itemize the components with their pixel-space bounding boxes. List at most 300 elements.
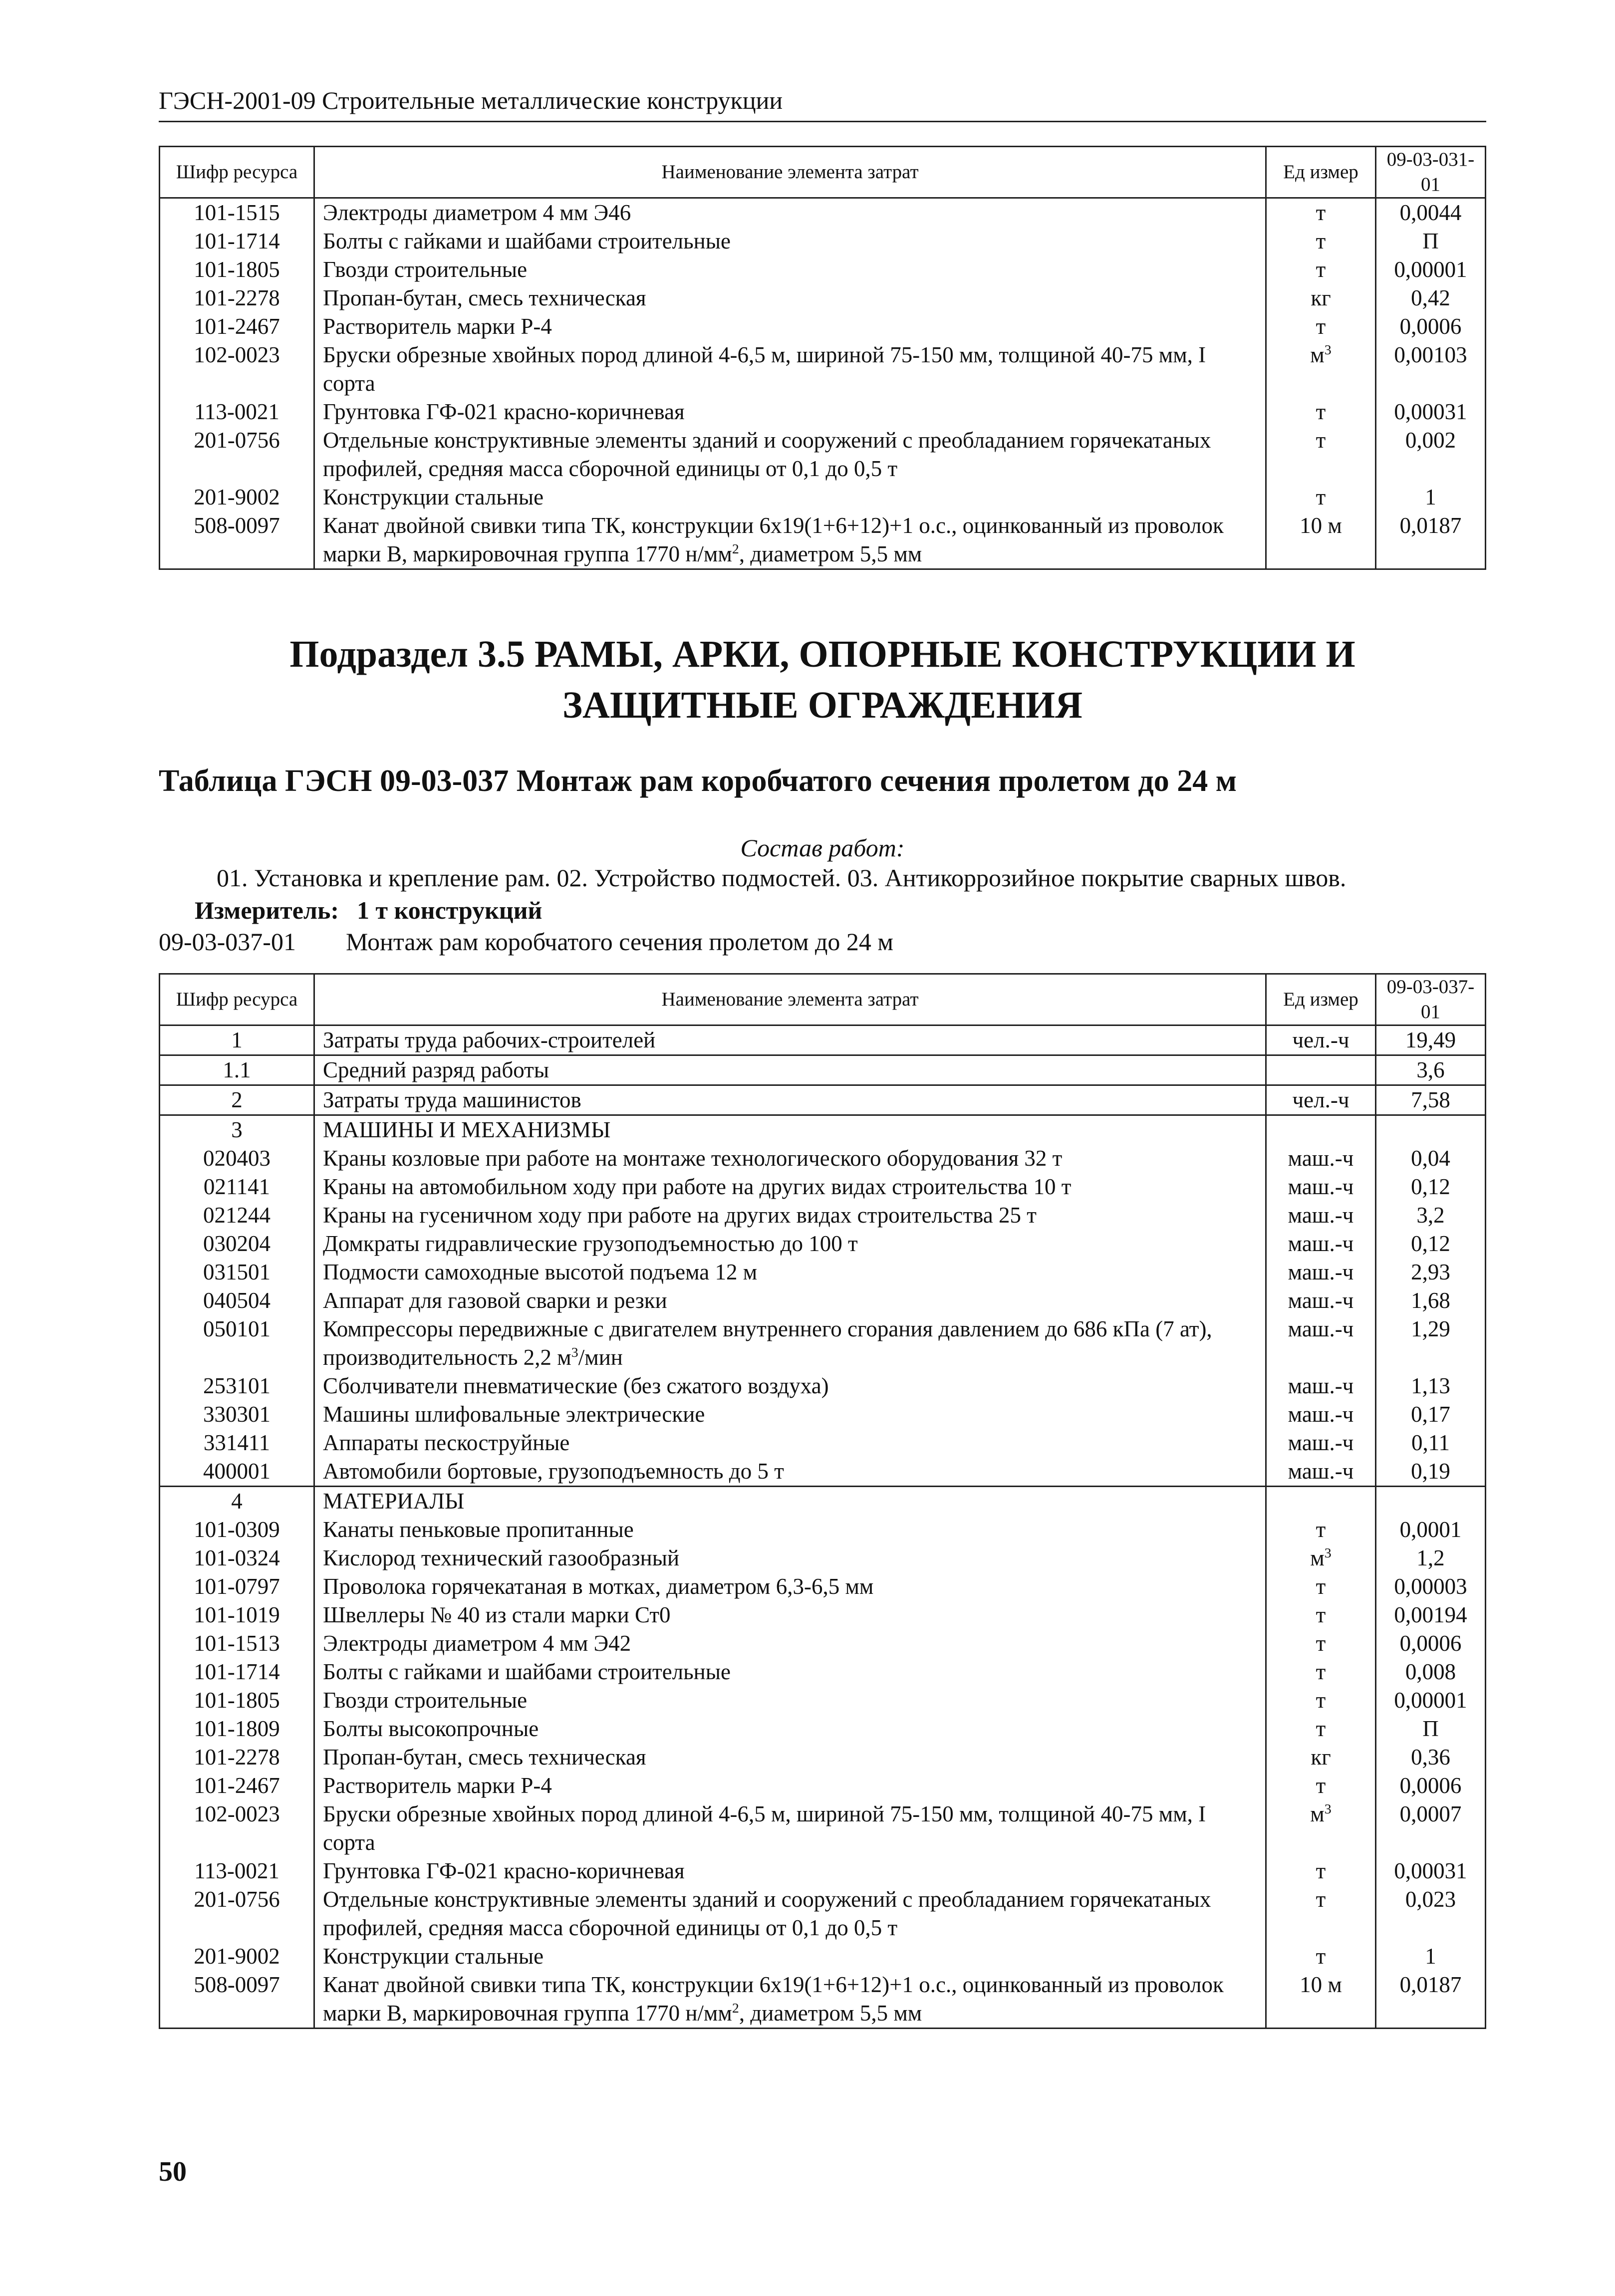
resource-code: 101-2467: [160, 312, 314, 341]
table-title: Таблица ГЭСН 09-03-037 Монтаж рам коробчатого сечения пролетом до 24 м: [159, 764, 1237, 798]
resource-name-text: Краны на гусеничном ходу при работе на других видах строительства 25 т: [323, 1203, 1037, 1228]
column-header-norm: 09-03-031-01: [1376, 147, 1486, 198]
unit-text: 10 м: [1300, 1972, 1342, 1997]
unit-cell: [1266, 1258, 1376, 1286]
resource-name: [314, 227, 1266, 255]
table-row: [160, 1055, 1486, 1085]
norm-value: 3,2: [1376, 1201, 1486, 1230]
unit-cell: [1266, 1487, 1376, 1516]
table-row: [160, 1743, 1486, 1772]
resource-name: [314, 1429, 1266, 1457]
resource-name: [314, 312, 1266, 341]
section-row: [160, 1115, 1486, 1145]
resource-name-text: Средний разряд работы: [323, 1057, 549, 1082]
table-row: [160, 1230, 1486, 1258]
unit-cell: [1266, 1230, 1376, 1258]
resource-code: 101-1513: [160, 1629, 314, 1658]
unit-cell: [1266, 1743, 1376, 1772]
resource-name: [314, 398, 1266, 426]
column-header-unit: Ед измер: [1266, 147, 1376, 198]
table-row: [160, 398, 1486, 426]
unit-text: т: [1316, 229, 1326, 254]
unit-cell: [1266, 1173, 1376, 1201]
resource-code: 101-2467: [160, 1772, 314, 1800]
norm-value: 2,93: [1376, 1258, 1486, 1286]
resource-name-text: МАТЕРИАЛЫ: [323, 1489, 465, 1514]
resource-code: 020403: [160, 1144, 314, 1173]
table-row: [160, 1857, 1486, 1885]
unit-text: чел.-ч: [1292, 1027, 1349, 1052]
resource-name: [314, 1572, 1266, 1601]
resource-name: [314, 1230, 1266, 1258]
unit-text: м: [1310, 1801, 1325, 1826]
table-header-row: [160, 974, 1486, 1025]
unit-cell: [1266, 1942, 1376, 1971]
resource-code: 101-1019: [160, 1601, 314, 1629]
norm-value: 0,00003: [1376, 1572, 1486, 1601]
norm-value: 0,12: [1376, 1173, 1486, 1201]
resource-code: 101-2278: [160, 284, 314, 312]
unit-cell: [1266, 511, 1376, 569]
resource-name: [314, 1885, 1266, 1942]
resource-name: [314, 1658, 1266, 1686]
norm-value: 0,002: [1376, 426, 1486, 483]
work-composition-text: 01. Установка и крепление рам. 02. Устройство подмостей. 03. Антикоррозийное покрытие сварных швов.: [217, 864, 1346, 892]
unit-text: маш.-ч: [1288, 1288, 1354, 1313]
table-row: [160, 1800, 1486, 1857]
resource-name-text: Машины шлифовальные электрические: [323, 1402, 705, 1427]
norm-value: 1: [1376, 1942, 1486, 1971]
unit-text: маш.-ч: [1288, 1373, 1354, 1398]
norm-value: 0,0007: [1376, 1800, 1486, 1857]
norm-value: 1,13: [1376, 1372, 1486, 1400]
page-number: 50: [159, 2156, 187, 2187]
resource-code: 101-1714: [160, 1658, 314, 1686]
unit-cell: [1266, 426, 1376, 483]
unit-text: т: [1316, 1773, 1326, 1798]
resource-code: 1: [160, 1025, 314, 1055]
unit-text: т: [1316, 1602, 1326, 1627]
resource-name-text: Отдельные конструктивные элементы зданий и сооружений с преобладанием горячекатаных профилей, средняя масса сборочной единицы от 0,1 до 0,5 т: [323, 428, 1211, 481]
superscript: 2: [732, 2001, 739, 2016]
table-header-row: [160, 147, 1486, 198]
table-row: [160, 1201, 1486, 1230]
table-row: [160, 1429, 1486, 1457]
resource-name: [314, 1743, 1266, 1772]
norm-value: 0,00103: [1376, 341, 1486, 398]
resource-name-text: Грунтовка ГФ-021 красно-коричневая: [323, 399, 685, 424]
resource-code: 113-0021: [160, 398, 314, 426]
unit-cell: [1266, 1629, 1376, 1658]
unit-cell: [1266, 1315, 1376, 1372]
resource-table-031: [159, 146, 1486, 570]
resource-table-037: [159, 973, 1486, 2029]
unit-text: маш.-ч: [1288, 1203, 1354, 1228]
resource-code: 3: [160, 1115, 314, 1145]
norm-value: 1: [1376, 483, 1486, 511]
norm-value: 0,12: [1376, 1230, 1486, 1258]
resource-code: 101-1515: [160, 198, 314, 228]
norm-value: 7,58: [1376, 1085, 1486, 1115]
norm-value: 0,0001: [1376, 1516, 1486, 1544]
resource-name-text: Аппараты пескоструйные: [323, 1430, 570, 1455]
unit-text: м: [1310, 1545, 1325, 1570]
unit-text: т: [1316, 1574, 1326, 1599]
table-row: [160, 1601, 1486, 1629]
resource-code: 102-0023: [160, 341, 314, 398]
resource-code: 031501: [160, 1258, 314, 1286]
measure-value: 1 т конструкций: [357, 896, 542, 924]
unit-text: т: [1316, 1631, 1326, 1656]
unit-text: т: [1316, 1517, 1326, 1542]
resource-name-text: Конструкции стальные: [323, 1944, 544, 1969]
resource-code: 101-0797: [160, 1572, 314, 1601]
section-row: [160, 1487, 1486, 1516]
unit-text: т: [1316, 428, 1326, 453]
unit-text: маш.-ч: [1288, 1231, 1354, 1256]
table-row: [160, 1772, 1486, 1800]
resource-name-text: Конструкции стальные: [323, 485, 544, 510]
resource-name: [314, 1025, 1266, 1055]
resource-code: 101-1809: [160, 1715, 314, 1743]
resource-name-text: Гвозди строительные: [323, 257, 528, 282]
table-row: [160, 312, 1486, 341]
resource-code: 021141: [160, 1173, 314, 1201]
unit-cell: [1266, 227, 1376, 255]
resource-code: 101-0324: [160, 1544, 314, 1572]
norm-value: 0,19: [1376, 1457, 1486, 1487]
column-header-name: Наименование элемента затрат: [314, 974, 1266, 1025]
resource-name-text: Проволока горячекатаная в мотках, диаметром 6,3-6,5 мм: [323, 1574, 874, 1599]
norm-value: [1376, 1115, 1486, 1145]
resource-name: [314, 1315, 1266, 1372]
resource-name-text: Болты высокопрочные: [323, 1716, 539, 1741]
norm-value: 0,0044: [1376, 198, 1486, 228]
unit-text: маш.-ч: [1288, 1146, 1354, 1171]
norm-value: [1376, 1487, 1486, 1516]
unit-cell: [1266, 1144, 1376, 1173]
unit-text: кг: [1311, 1745, 1331, 1770]
subsection-heading-line: Подраздел 3.5 РАМЫ, АРКИ, ОПОРНЫЕ КОНСТРУКЦИИ И: [289, 633, 1355, 675]
resource-code: 101-2278: [160, 1743, 314, 1772]
resource-name: [314, 1516, 1266, 1544]
resource-code: 101-1714: [160, 227, 314, 255]
resource-name-text: Бруски обрезные хвойных пород длиной 4-6,5 м, шириной 75-150 мм, толщиной 40-75 мм, I сорта: [323, 1801, 1206, 1855]
resource-name: [314, 1400, 1266, 1429]
resource-name: [314, 198, 1266, 228]
norm-value: 0,023: [1376, 1885, 1486, 1942]
unit-text: т: [1316, 1858, 1326, 1883]
table-row: [160, 1658, 1486, 1686]
table-row: [160, 1173, 1486, 1201]
resource-code: 1.1: [160, 1055, 314, 1085]
superscript: 3: [1324, 1801, 1332, 1817]
resource-code: 113-0021: [160, 1857, 314, 1885]
resource-code: 508-0097: [160, 1971, 314, 2029]
norm-code: 09-03-037-01: [159, 928, 296, 956]
superscript: 3: [1324, 342, 1332, 358]
resource-name: [314, 1601, 1266, 1629]
resource-name-text: Краны козловые при работе на монтаже технологического оборудования 32 т: [323, 1146, 1063, 1171]
unit-text: т: [1316, 200, 1326, 225]
resource-name-text: Болты с гайками и шайбами строительные: [323, 229, 731, 254]
unit-cell: [1266, 1025, 1376, 1055]
resource-code: 253101: [160, 1372, 314, 1400]
unit-cell: [1266, 1372, 1376, 1400]
norm-value: 0,0006: [1376, 1772, 1486, 1800]
resource-name: [314, 1857, 1266, 1885]
norm-value: 3,6: [1376, 1055, 1486, 1085]
resource-code: 101-1805: [160, 255, 314, 284]
resource-name-text: Электроды диаметром 4 мм Э46: [323, 200, 631, 225]
unit-text: маш.-ч: [1288, 1402, 1354, 1427]
norm-value: 0,04: [1376, 1144, 1486, 1173]
resource-name-text: Пропан-бутан, смесь техническая: [323, 1745, 646, 1770]
resource-code: 201-9002: [160, 1942, 314, 1971]
resource-name-text: Кислород технический газообразный: [323, 1545, 680, 1570]
norm-value: 0,11: [1376, 1429, 1486, 1457]
resource-name: [314, 1715, 1266, 1743]
unit-cell: [1266, 1601, 1376, 1629]
resource-name-text: Автомобили бортовые, грузоподъемность до 5 т: [323, 1459, 784, 1484]
column-header-norm: 09-03-037-01: [1376, 974, 1486, 1025]
resource-name: [314, 1173, 1266, 1201]
unit-cell: [1266, 1400, 1376, 1429]
table-row: [160, 1372, 1486, 1400]
resource-name: [314, 255, 1266, 284]
superscript: 3: [571, 1345, 578, 1360]
unit-text: т: [1316, 1944, 1326, 1969]
table-row: [160, 1544, 1486, 1572]
resource-name-text: Швеллеры № 40 из стали марки Ст0: [323, 1602, 671, 1627]
column-header-name: Наименование элемента затрат: [314, 147, 1266, 198]
norm-value: 0,00001: [1376, 255, 1486, 284]
resource-code: 330301: [160, 1400, 314, 1429]
unit-cell: [1266, 198, 1376, 228]
resource-name-text: Бруски обрезные хвойных пород длиной 4-6,5 м, шириной 75-150 мм, толщиной 40-75 мм, I сорта: [323, 342, 1206, 396]
unit-text: т: [1316, 485, 1326, 510]
table-row: [160, 1144, 1486, 1173]
resource-name: [314, 1258, 1266, 1286]
resource-name: [314, 1286, 1266, 1315]
resource-name-text: Электроды диаметром 4 мм Э42: [323, 1631, 631, 1656]
resource-name-text: Растворитель марки Р-4: [323, 314, 552, 339]
resource-name: [314, 1372, 1266, 1400]
resource-name-text: Отдельные конструктивные элементы зданий и сооружений с преобладанием горячекатаных профилей, средняя масса сборочной единицы от 0,1 до 0,5 т: [323, 1887, 1211, 1940]
subsection-heading-line: ЗАЩИТНЫЕ ОГРАЖДЕНИЯ: [562, 684, 1082, 726]
table-row: [160, 284, 1486, 312]
unit-cell: [1266, 1658, 1376, 1686]
unit-cell: [1266, 1800, 1376, 1857]
resource-code: 508-0097: [160, 511, 314, 569]
unit-cell: [1266, 1085, 1376, 1115]
table-row: [160, 198, 1486, 228]
header-divider: [159, 121, 1486, 122]
unit-cell: [1266, 1686, 1376, 1715]
unit-cell: [1266, 255, 1376, 284]
table-row: [160, 1286, 1486, 1315]
unit-text: т: [1316, 1716, 1326, 1741]
unit-text: 10 м: [1300, 513, 1342, 538]
table-row: [160, 426, 1486, 483]
resource-name-text: Домкраты гидравлические грузоподъемностью до 100 т: [323, 1231, 858, 1256]
table-row: [160, 1025, 1486, 1055]
superscript: 2: [732, 541, 739, 557]
resource-name: [314, 1544, 1266, 1572]
table-row: [160, 1258, 1486, 1286]
resource-code: 040504: [160, 1286, 314, 1315]
unit-cell: [1266, 1857, 1376, 1885]
resource-code: 4: [160, 1487, 314, 1516]
resource-name-text: Канат двойной свивки типа ТК, конструкции 6х19(1+6+12)+1 о.с., оцинкованный из проволок марки В, маркировочная группа 1770 н/мм: [323, 513, 1224, 566]
resource-name-text: , диаметром 5,5 мм: [739, 2001, 922, 2026]
resource-code: 102-0023: [160, 1800, 314, 1857]
unit-cell: [1266, 1286, 1376, 1315]
table-row: [160, 1516, 1486, 1544]
resource-name-text: Подмости самоходные высотой подъема 12 м: [323, 1260, 758, 1284]
norm-value: 0,0006: [1376, 312, 1486, 341]
unit-text: м: [1310, 342, 1325, 367]
column-header-unit: Ед измер: [1266, 974, 1376, 1025]
table-row: [160, 1686, 1486, 1715]
unit-cell: [1266, 1572, 1376, 1601]
resource-code: 030204: [160, 1230, 314, 1258]
resource-name-text: Болты с гайками и шайбами строительные: [323, 1659, 731, 1684]
unit-cell: [1266, 1055, 1376, 1085]
resource-name: [314, 1487, 1266, 1516]
unit-text: т: [1316, 257, 1326, 282]
resource-name-text: Затраты труда рабочих-строителей: [323, 1027, 656, 1052]
norm-value: 0,00031: [1376, 1857, 1486, 1885]
resource-code: 201-0756: [160, 1885, 314, 1942]
table-row: [160, 341, 1486, 398]
resource-name-text: /мин: [578, 1345, 623, 1370]
resource-name: [314, 1942, 1266, 1971]
resource-name-text: Грунтовка ГФ-021 красно-коричневая: [323, 1858, 685, 1883]
resource-name-text: МАШИНЫ И МЕХАНИЗМЫ: [323, 1117, 611, 1142]
unit-cell: [1266, 1971, 1376, 2029]
resource-code: 021244: [160, 1201, 314, 1230]
norm-value: П: [1376, 1715, 1486, 1743]
superscript: 3: [1324, 1545, 1332, 1561]
unit-cell: [1266, 1201, 1376, 1230]
table-row: [160, 1629, 1486, 1658]
unit-cell: [1266, 341, 1376, 398]
unit-cell: [1266, 483, 1376, 511]
resource-name-text: Краны на автомобильном ходу при работе на других видах строительства 10 т: [323, 1174, 1072, 1199]
column-header-code: Шифр ресурса: [160, 974, 314, 1025]
unit-cell: [1266, 1715, 1376, 1743]
unit-cell: [1266, 1544, 1376, 1572]
column-header-code: Шифр ресурса: [160, 147, 314, 198]
resource-name: [314, 1686, 1266, 1715]
unit-text: маш.-ч: [1288, 1174, 1354, 1199]
norm-value: 0,00031: [1376, 398, 1486, 426]
unit-text: кг: [1311, 285, 1331, 310]
resource-name-text: Пропан-бутан, смесь техническая: [323, 285, 646, 310]
norm-value: П: [1376, 227, 1486, 255]
norm-value: 0,0006: [1376, 1629, 1486, 1658]
resource-name: [314, 1085, 1266, 1115]
table-row: [160, 1400, 1486, 1429]
subsection-heading: [159, 629, 1486, 731]
resource-name: [314, 1971, 1266, 2029]
norm-value: 0,00001: [1376, 1686, 1486, 1715]
unit-cell: [1266, 1115, 1376, 1145]
resource-name-text: Канат двойной свивки типа ТК, конструкции 6х19(1+6+12)+1 о.с., оцинкованный из проволок марки В, маркировочная группа 1770 н/мм: [323, 1972, 1224, 2026]
table-row: [160, 227, 1486, 255]
resource-name-text: Затраты труда машинистов: [323, 1087, 581, 1112]
unit-cell: [1266, 398, 1376, 426]
resource-name: [314, 1629, 1266, 1658]
table-row: [160, 1942, 1486, 1971]
resource-name: [314, 1115, 1266, 1145]
running-header: ГЭСН-2001-09 Строительные металлические конструкции: [159, 86, 783, 114]
norm-name: Монтаж рам коробчатого сечения пролетом до 24 м: [345, 928, 894, 956]
unit-text: маш.-ч: [1288, 1260, 1354, 1284]
unit-text: чел.-ч: [1292, 1087, 1349, 1112]
resource-code: 201-0756: [160, 426, 314, 483]
resource-name: [314, 1457, 1266, 1487]
unit-text: т: [1316, 1688, 1326, 1713]
resource-name-text: Растворитель марки Р-4: [323, 1773, 552, 1798]
resource-name-text: Гвозди строительные: [323, 1688, 528, 1713]
unit-text: т: [1316, 1887, 1326, 1912]
measure-line: [195, 896, 542, 925]
unit-text: т: [1316, 399, 1326, 424]
table-row: [160, 255, 1486, 284]
resource-name: [314, 1772, 1266, 1800]
table-row: [160, 1085, 1486, 1115]
norm-value: 19,49: [1376, 1025, 1486, 1055]
norm-value: 1,68: [1376, 1286, 1486, 1315]
norm-value: 0,17: [1376, 1400, 1486, 1429]
table-row: [160, 1971, 1486, 2029]
table-row: [160, 483, 1486, 511]
unit-cell: [1266, 284, 1376, 312]
table-row: [160, 511, 1486, 569]
resource-name-text: , диаметром 5,5 мм: [739, 541, 922, 566]
unit-text: т: [1316, 314, 1326, 339]
norm-value: 0,36: [1376, 1743, 1486, 1772]
resource-name: [314, 1800, 1266, 1857]
resource-name: [314, 426, 1266, 483]
measure-label: Измеритель:: [195, 896, 339, 924]
resource-name: [314, 284, 1266, 312]
resource-code: 331411: [160, 1429, 314, 1457]
resource-name: [314, 483, 1266, 511]
unit-cell: [1266, 1516, 1376, 1544]
unit-text: маш.-ч: [1288, 1459, 1354, 1484]
work-composition-caption: Состав работ:: [740, 834, 905, 862]
unit-cell: [1266, 312, 1376, 341]
unit-text: маш.-ч: [1288, 1430, 1354, 1455]
resource-name-text: Аппарат для газовой сварки и резки: [323, 1288, 667, 1313]
norm-line: [159, 927, 893, 956]
table-body: [160, 1025, 1486, 2029]
norm-value: 0,00194: [1376, 1601, 1486, 1629]
resource-name: [314, 1055, 1266, 1085]
resource-code: 101-0309: [160, 1516, 314, 1544]
resource-name-text: Канаты пеньковые пропитанные: [323, 1517, 634, 1542]
unit-text: т: [1316, 1659, 1326, 1684]
resource-name: [314, 511, 1266, 569]
resource-code: 2: [160, 1085, 314, 1115]
table-body: [160, 198, 1486, 569]
table-row: [160, 1885, 1486, 1942]
table-row: [160, 1315, 1486, 1372]
norm-value: 0,42: [1376, 284, 1486, 312]
